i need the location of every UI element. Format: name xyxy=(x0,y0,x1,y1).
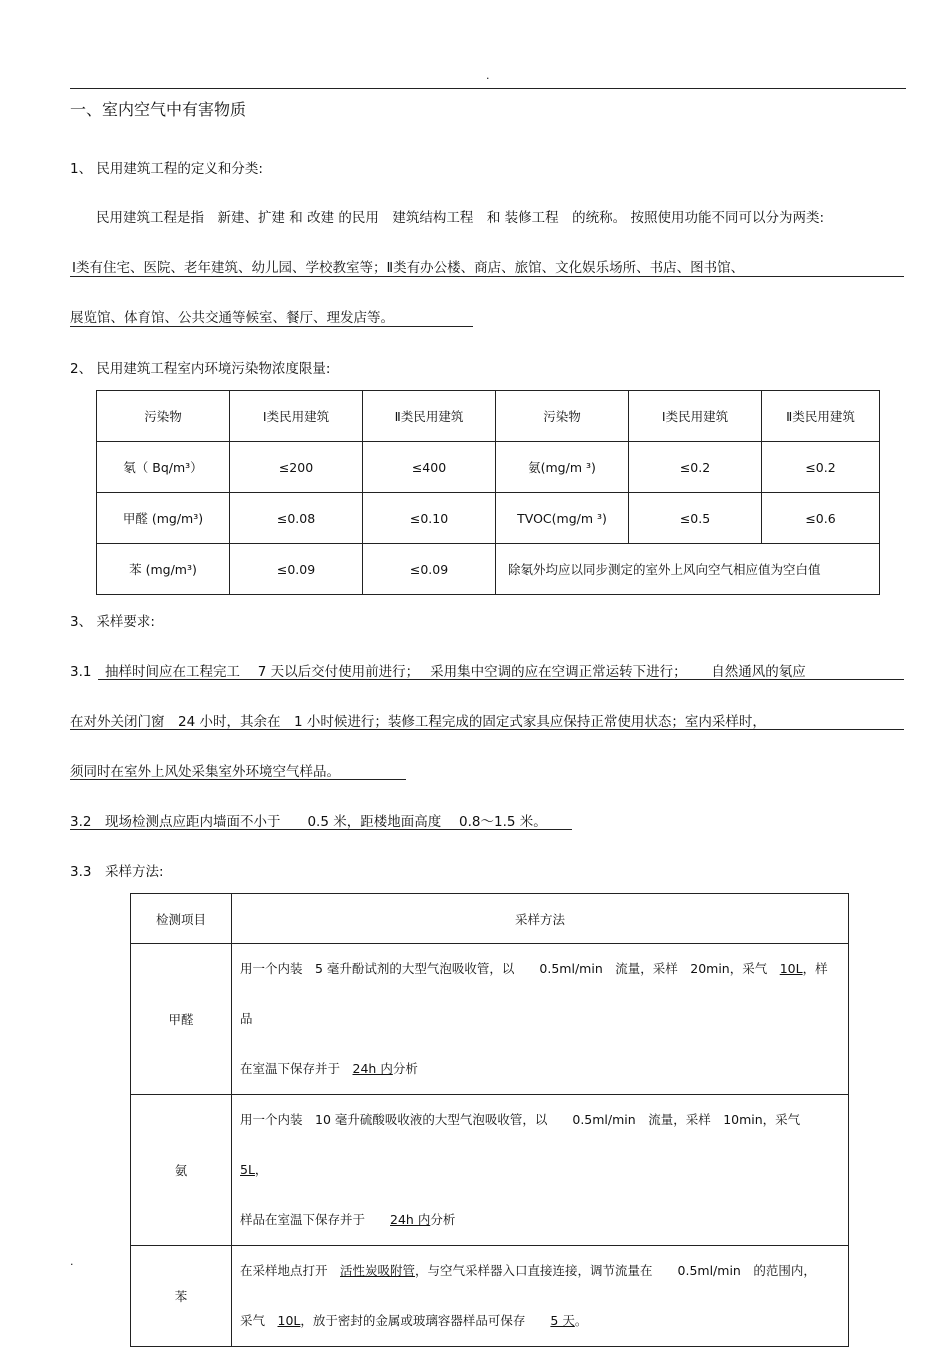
pollutant-limit-table xyxy=(96,390,880,595)
table-cell: 苯 (mg/m³) xyxy=(97,544,230,595)
table-row xyxy=(97,442,880,493)
table-cell: 氨(mg/m ³) xyxy=(496,442,629,493)
table-header-row xyxy=(131,894,849,944)
method-line: 在采样地点打开 活性炭吸附管，与空气采样器入口直接连接，调节流量在 0.5ml/min 的范围内， xyxy=(240,1263,816,1278)
footer-dot: . xyxy=(70,1255,74,1268)
req-3-2-underline xyxy=(70,829,572,830)
table-cell: ≤0.09 xyxy=(230,544,363,595)
table-row xyxy=(131,1095,849,1246)
sampling-method-cell xyxy=(232,1095,849,1246)
table-header-row xyxy=(97,391,880,442)
detection-item: 氨 xyxy=(131,1095,232,1246)
class-line-2: 展览馆、体育馆、公共交通等候室、餐厅、理发店等。 xyxy=(70,310,394,326)
table-row xyxy=(97,493,880,544)
detection-item: 苯 xyxy=(131,1246,232,1347)
req-3-2: 3.2 现场检测点应距内墙面不小于 0.5 米，距楼地面高度 0.8～1.5 米。 xyxy=(70,814,547,830)
method-line: 采气 10L，放于密封的金属或玻璃容器样品可保存 5 天。 xyxy=(240,1313,588,1328)
definition-text: 民用建筑工程是指 新建、扩建 和 改建 的民用 建筑结构工程 和 装修工程 的统称。 按照使用功能不同可以分为两类: xyxy=(96,210,825,226)
class-line-1: Ⅰ类有住宅、医院、老年建筑、幼儿园、学校教室等；Ⅱ类有办公楼、商店、旅馆、文化娱乐场所、书店、图书馆、 xyxy=(72,260,745,276)
req-3-1-line-3: 须同时在室外上风处采集室外环境空气样品。 xyxy=(70,764,340,780)
sampling-method-table xyxy=(130,893,849,1347)
header-rule xyxy=(70,88,906,89)
req-3-1-line-1: 3.1 抽样时间应在工程完工 7 天以后交付使用前进行； 采用集中空调的应在空调正常运转下进行； 自然通风的氡应 xyxy=(70,664,806,680)
table-row xyxy=(97,544,880,595)
req-3-3-heading: 3.3 采样方法: xyxy=(70,864,164,880)
table-cell: ≤0.09 xyxy=(363,544,496,595)
req-3-1-line-2: 在对外关闭门窗 24 小时，其余在 1 小时候进行；装修工程完成的固定式家具应保持正常使用状态；室内采样时， xyxy=(70,714,766,730)
method-line: 用一个内装 5 毫升酚试剂的大型气泡吸收管，以 0.5ml/min 流量，采样 20min，采气 10L，样品 xyxy=(240,961,828,1026)
req-3-1-line-3-underline xyxy=(70,779,406,780)
header-cell: Ⅱ类民用建筑 xyxy=(762,391,880,442)
header-cell: 检测项目 xyxy=(131,894,232,944)
table-cell: ≤0.2 xyxy=(762,442,880,493)
header-cell: 污染物 xyxy=(97,391,230,442)
method-line: 样品在室温下保存并于 24h 内分析 xyxy=(240,1212,456,1227)
section-title: 一、室内空气中有害物质 xyxy=(70,100,247,119)
table-cell: TVOC(mg/m ³) xyxy=(496,493,629,544)
table-row xyxy=(131,1246,849,1347)
item2-heading: 2、 民用建筑工程室内环境污染物浓度限量: xyxy=(70,361,331,377)
header-cell: Ⅰ类民用建筑 xyxy=(629,391,762,442)
table-cell: ≤0.10 xyxy=(363,493,496,544)
table-cell: 甲醛 (mg/m³) xyxy=(97,493,230,544)
sampling-method-cell xyxy=(232,944,849,1095)
class-line-1-underline xyxy=(70,276,904,277)
table-cell: ≤0.5 xyxy=(629,493,762,544)
class-line-2-underline xyxy=(70,326,473,327)
table-cell: ≤0.6 xyxy=(762,493,880,544)
header-cell: Ⅰ类民用建筑 xyxy=(230,391,363,442)
header-cell: 污染物 xyxy=(496,391,629,442)
table-cell: ≤0.08 xyxy=(230,493,363,544)
item1-heading: 1、 民用建筑工程的定义和分类: xyxy=(70,161,263,177)
req-3-1-line-1-underline xyxy=(98,679,904,680)
header-dot: . xyxy=(486,69,490,82)
sampling-method-cell xyxy=(232,1246,849,1347)
req-3-1-line-2-underline xyxy=(70,729,904,730)
table-cell: 氡（ Bq/m³） xyxy=(97,442,230,493)
table-note: 除氡外均应以同步测定的室外上风向空气相应值为空白值 xyxy=(496,544,880,595)
table-cell: ≤0.2 xyxy=(629,442,762,493)
table-cell: ≤200 xyxy=(230,442,363,493)
header-cell: 采样方法 xyxy=(232,894,849,944)
detection-item: 甲醛 xyxy=(131,944,232,1095)
table-row xyxy=(131,944,849,1095)
table-cell: ≤400 xyxy=(363,442,496,493)
header-cell: Ⅱ类民用建筑 xyxy=(363,391,496,442)
method-line: 在室温下保存并于 24h 内分析 xyxy=(240,1061,418,1076)
item3-heading: 3、 采样要求: xyxy=(70,614,155,630)
method-line: 用一个内装 10 毫升硫酸吸收液的大型气泡吸收管，以 0.5ml/min 流量，采样 10min，采气 5L， xyxy=(240,1112,813,1177)
